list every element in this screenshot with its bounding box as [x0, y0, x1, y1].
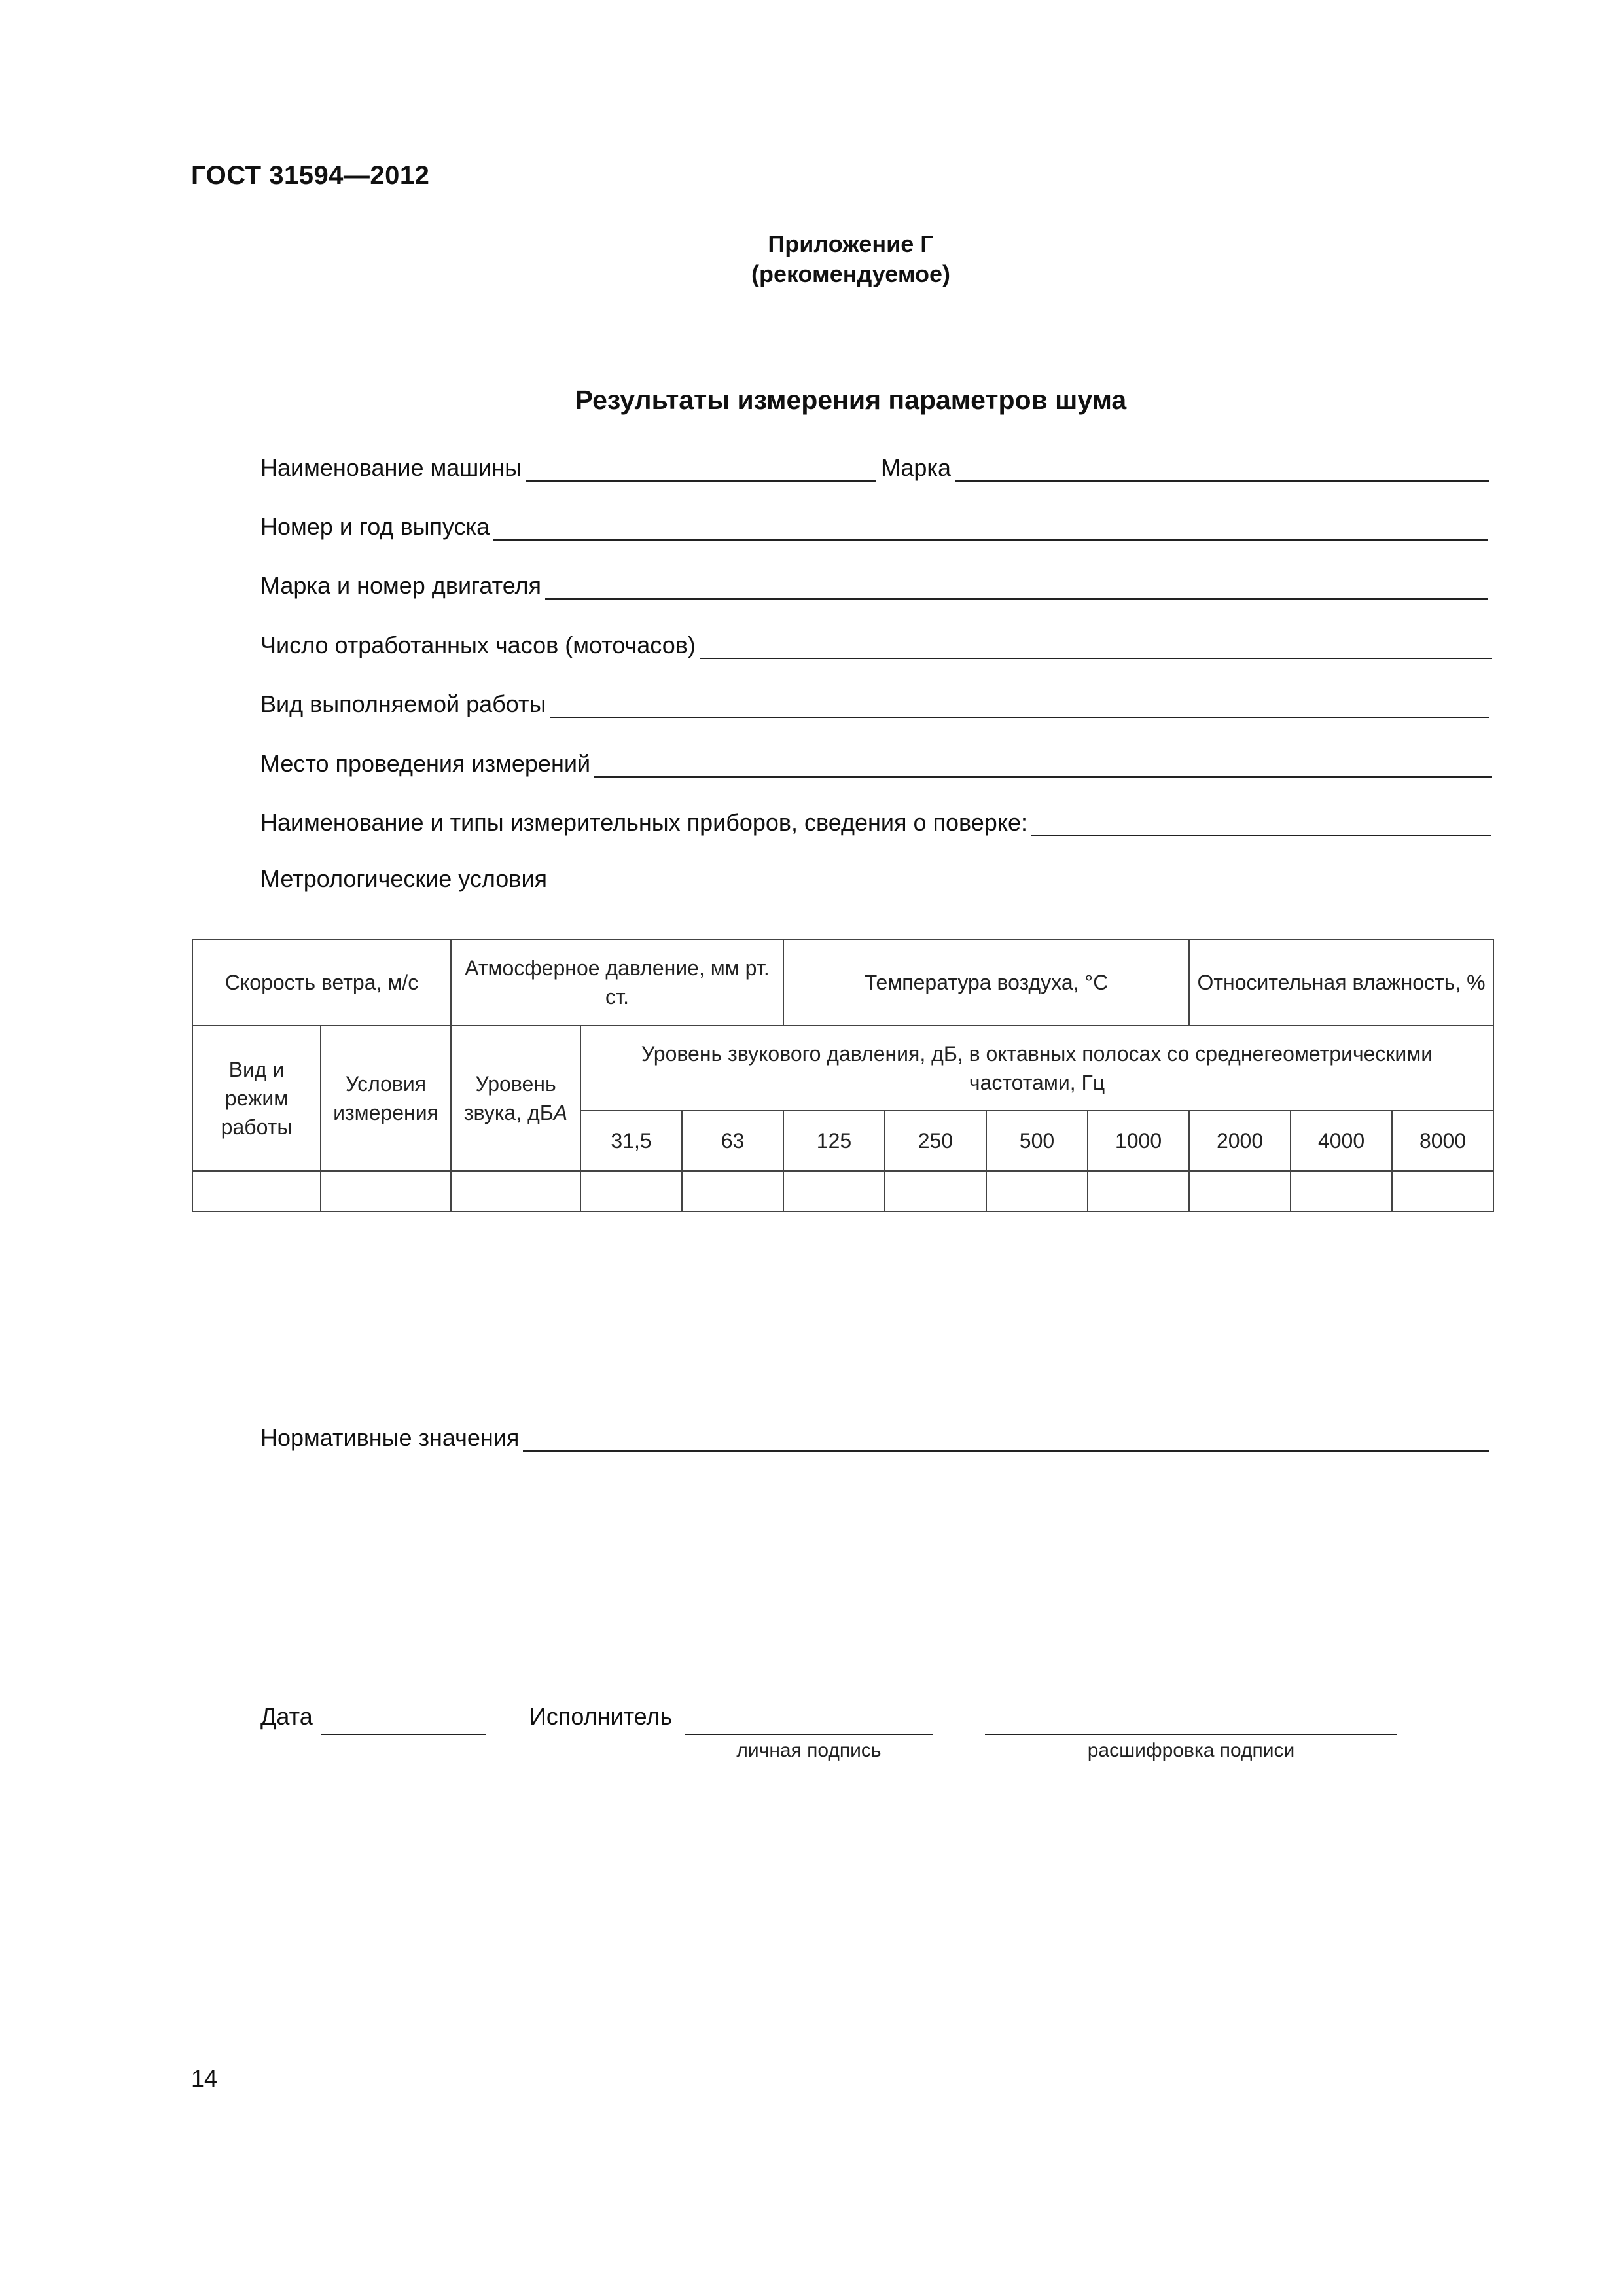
normative-label: Нормативные значения	[260, 1424, 520, 1451]
data-cell[interactable]	[885, 1171, 986, 1211]
signature-decode-caption: расшифровка подписи	[1087, 1740, 1295, 1761]
work-type-field[interactable]	[260, 685, 1489, 718]
mode-header: Вид и режим работы	[192, 1026, 321, 1171]
date-label: Дата	[260, 1703, 313, 1730]
data-cell[interactable]	[192, 1171, 321, 1211]
machine-name-label: Наименование машины	[260, 454, 522, 481]
appendix-title: Приложение Г	[768, 230, 934, 257]
brand-field[interactable]	[881, 449, 1489, 482]
data-cell[interactable]	[986, 1171, 1088, 1211]
measurement-table	[192, 939, 1494, 1212]
number-year-label: Номер и год выпуска	[260, 513, 490, 540]
data-cell[interactable]	[783, 1171, 885, 1211]
frequency-cell: 250	[885, 1111, 986, 1171]
hours-label: Число отработанных часов (моточасов)	[260, 632, 696, 658]
number-year-field[interactable]	[260, 508, 1488, 541]
executor-label: Исполнитель	[529, 1703, 673, 1730]
frequency-cell: 31,5	[580, 1111, 682, 1171]
sound-level-text: Уровень звука, дБ	[463, 1072, 556, 1124]
brand-label: Марка	[881, 454, 951, 481]
pressure-header: Атмосферное давление, мм рт. ст.	[451, 939, 783, 1026]
data-cell[interactable]	[580, 1171, 682, 1211]
hours-line[interactable]	[700, 630, 1492, 659]
hours-field[interactable]	[260, 626, 1492, 659]
place-line[interactable]	[594, 749, 1492, 778]
columns-header-row	[192, 1026, 1493, 1111]
machine-name-field[interactable]	[260, 449, 876, 482]
sound-level-unit: А	[553, 1101, 568, 1124]
engine-line[interactable]	[545, 571, 1488, 600]
work-type-label: Вид выполняемой работы	[260, 691, 546, 717]
work-type-line[interactable]	[550, 689, 1489, 718]
measure-conditions-header: Условия измерения	[321, 1026, 451, 1171]
empty-data-row[interactable]	[192, 1171, 1493, 1211]
octave-header: Уровень звукового давления, дБ, в октавных полосах со среднегеометрическими частотами, Гц	[580, 1026, 1493, 1111]
frequency-cell: 8000	[1392, 1111, 1493, 1171]
data-cell[interactable]	[1189, 1171, 1291, 1211]
number-year-line[interactable]	[493, 512, 1488, 541]
instruments-field[interactable]	[260, 804, 1491, 836]
form-title: Результаты измерения параметров шума	[575, 385, 1127, 415]
appendix-type: (рекомендуемое)	[751, 260, 950, 287]
place-field[interactable]	[260, 745, 1492, 778]
personal-signature-line[interactable]	[685, 1731, 933, 1735]
frequency-cell: 4000	[1291, 1111, 1392, 1171]
humidity-header: Относительная влажность, %	[1189, 939, 1493, 1026]
machine-name-line[interactable]	[526, 453, 876, 482]
instruments-line[interactable]	[1031, 808, 1491, 836]
data-cell[interactable]	[321, 1171, 451, 1211]
conditions-row	[192, 939, 1493, 1026]
place-label: Место проведения измерений	[260, 750, 591, 777]
document-header: ГОСТ 31594—2012	[191, 161, 430, 190]
engine-label: Марка и номер двигателя	[260, 572, 542, 599]
brand-line[interactable]	[955, 453, 1489, 482]
normative-line[interactable]	[523, 1423, 1489, 1452]
metrological-label: Метрологические условия	[260, 865, 548, 892]
personal-signature-caption: личная подпись	[736, 1740, 882, 1761]
sound-level-header	[451, 1026, 580, 1171]
temperature-header: Температура воздуха, °C	[783, 939, 1189, 1026]
data-cell[interactable]	[1392, 1171, 1493, 1211]
engine-field[interactable]	[260, 567, 1488, 600]
page-number: 14	[191, 2065, 218, 2092]
signature-decode-line[interactable]	[985, 1731, 1397, 1735]
frequency-cell: 500	[986, 1111, 1088, 1171]
data-cell[interactable]	[1291, 1171, 1392, 1211]
frequency-cell: 2000	[1189, 1111, 1291, 1171]
normative-field[interactable]	[260, 1419, 1489, 1452]
frequency-cell: 125	[783, 1111, 885, 1171]
frequency-cell: 1000	[1088, 1111, 1189, 1171]
instruments-label: Наименование и типы измерительных приборов, сведения о поверке:	[260, 809, 1027, 836]
frequency-cell: 63	[682, 1111, 783, 1171]
data-cell[interactable]	[451, 1171, 580, 1211]
wind-speed-header: Скорость ветра, м/с	[192, 939, 451, 1026]
data-cell[interactable]	[1088, 1171, 1189, 1211]
date-line[interactable]	[321, 1731, 486, 1735]
data-cell[interactable]	[682, 1171, 783, 1211]
